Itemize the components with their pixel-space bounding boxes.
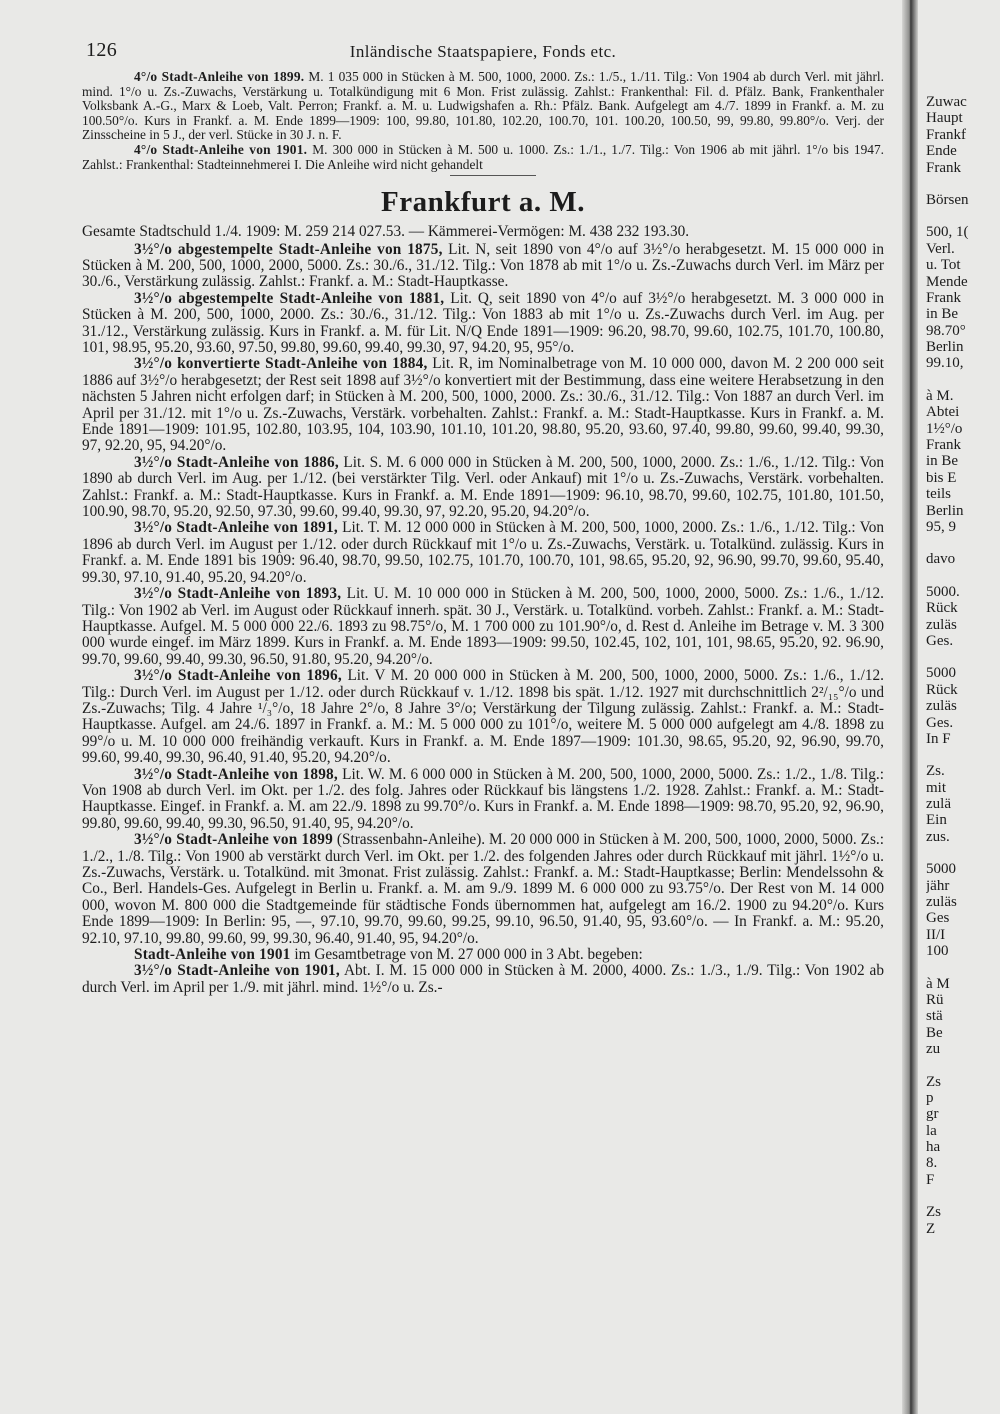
main-column xyxy=(82,40,884,996)
entry-title: 3½°/o Stadt-Anleihe von 1898, xyxy=(134,765,338,783)
facing-page-line: Frank xyxy=(926,437,961,454)
facing-page-line: Frank xyxy=(926,159,961,176)
facing-page-line: 99.10, xyxy=(926,355,964,372)
facing-page-line: Frankf xyxy=(926,126,966,143)
facing-page-line: Zs xyxy=(926,1073,941,1090)
entry-title: 3½°/o Stadt-Anleihe von 1886, xyxy=(134,453,339,471)
facing-page-line: Ges. xyxy=(926,714,954,731)
facing-page-line: Mende xyxy=(926,273,968,290)
facing-page-line xyxy=(926,208,1000,224)
facing-page-line: Be xyxy=(926,1024,943,1041)
facing-page-line xyxy=(926,845,1000,861)
loan-entry xyxy=(82,586,884,668)
facing-page-line: Rück xyxy=(926,681,958,698)
facing-page-line: 8. xyxy=(926,1155,938,1172)
section-heading: Frankfurt a. M. xyxy=(380,186,586,219)
facing-page-fragment xyxy=(926,94,1000,1237)
facing-page-line: 100 xyxy=(926,943,949,960)
section-summary: Gesamte Stadtschuld 1./4. 1909: M. 259 214 027.53. — Kämmerei-Vermögen: M. 438 232 193.30. xyxy=(82,223,690,241)
loan-entry xyxy=(82,767,884,833)
facing-page-line: 1½°/o xyxy=(926,420,963,437)
prev-entry-1901 xyxy=(82,143,884,172)
facing-page-line xyxy=(926,747,1000,763)
entry-title: 3½°/o abgestempelte Stadt-Anleihe von 1881, xyxy=(134,289,445,307)
facing-page-line xyxy=(926,1188,1000,1204)
entry-title: 3½°/o Stadt-Anleihe von 1901, xyxy=(134,962,340,980)
prev-entry-1899 xyxy=(82,70,884,143)
running-title: Inländische Staatspapiere, Fonds etc. xyxy=(349,42,617,61)
section-divider xyxy=(450,175,536,176)
loan-entry xyxy=(82,520,884,586)
facing-page-line: mit xyxy=(926,779,947,796)
entry-title: 3½°/o konvertierte Stadt-Anleihe von 1884, xyxy=(134,355,428,373)
facing-page-line: 500, 1( xyxy=(926,224,969,241)
loan-entry xyxy=(82,832,884,947)
entry-text: Lit. S. M. 6 000 000 in Stücken à M. 200, 500, 1000, 2000. Zs.: 1./6., 1./12. Tilg.: Von 1890 ab durch Verl. im Aug. per 1./12. (bei verstärkter Tilg. Verl. oder Ankauf) mit 1°/o u. Zs.-Zuwachs, Verstärk. vorbehalten. Zahlst.: Frankf. a. M.: Stadt-Hauptkasse. Kurs in Frankf. a. M. Ende 1891—1909: 96.10, 98.70, 99.60, 102.75, 101.80, 101.50, 100.90, 98.70, 95.20, 92.50, 97.30, 99.60, 99.40, 99.30, 97, 92.20, 95.20, 94.20°/o. xyxy=(82,453,884,521)
facing-page-line: teils xyxy=(926,486,951,503)
facing-page-line: Berlin xyxy=(926,502,964,519)
facing-page-line: Ein xyxy=(926,812,947,829)
entry-text: Lit. V M. 20 000 000 in Stücken à M. 200, 500, 1000, 2000, 5000. Zs.: 1./6., 1./12. Tilg.: Durch Verl. im August per 1./12. oder durch Rückkauf v. 1./12. 1898 bis spät. 1./12. 1927 mit durchschnittlich 2²/₁₅°/o und Zs.-Zuwachs; Tilg. 4 Jahre ¹/₃°/o, 18 Jahre 2°/o, 8 Jahre 3°/o; Verstärkung der Tilgung zulässig. Zahlst.: Frankf. a. M.: Stadt-Hauptkasse. Aufgel. am 24./6. 1897 in Frankf. a. M.: M. 5 000 000 zu 101°/o, weitere M. 5 000 000 aufgelegt am 4./8. 1898 zu 99°/o u. M. 10 000 000 freihändig verkauft. Kurs in Frankf. a. M. Ende 1897—1909: 101.30, 98.65, 95.20, 92, 96.90, 99.70, 99.60, 99.40, 99.30, 96.40, 91.40, 95.20, 94.20°/o. xyxy=(82,667,884,767)
facing-page-line: F xyxy=(926,1171,935,1188)
facing-page-line: in Be xyxy=(926,453,959,470)
facing-page-line xyxy=(926,372,1000,388)
facing-page-line xyxy=(926,535,1000,551)
facing-page-line: Berlin xyxy=(926,339,964,356)
facing-page-line: Ges. xyxy=(926,632,954,649)
facing-page-line: Rü xyxy=(926,991,944,1008)
facing-page-line: Börsen xyxy=(926,191,969,208)
facing-page-line xyxy=(926,176,1000,192)
facing-page-line xyxy=(926,960,1000,976)
entry-text: Lit. T. M. 12 000 000 in Stücken à M. 200, 500, 1000, 2000. Zs.: 1./6., 1./12. Tilg.: Von 1896 ab durch Verl. im August per 1./12. oder durch Rückkauf mit 1°/o u. Zs.-Zuwachs, Verstärk. u. Totalkünd. zulässig. Kurs in Frankf. a. M. Ende 1891 bis 1909: 96.40, 98.70, 99.50, 102.75, 101.70, 100.70, 101, 98.65, 95.20, 92, 96.90, 99.70, 99.60, 95.40, 99.30, 97.10, 91.40, 95.20, 94.20°/o. xyxy=(82,519,885,586)
loan-entry xyxy=(82,963,884,996)
facing-page-line: u. Tot xyxy=(926,257,961,274)
facing-page-line: II/I xyxy=(926,926,946,943)
loan-entry xyxy=(82,947,884,963)
facing-page-line: Abtei xyxy=(926,404,960,421)
facing-page-line xyxy=(926,649,1000,665)
entry-title: 3½°/o abgestempelte Stadt-Anleihe von 1875, xyxy=(134,240,443,258)
entry-title: 3½°/o Stadt-Anleihe von 1896, xyxy=(134,667,342,685)
entry-title: 3½°/o Stadt-Anleihe von 1891, xyxy=(134,519,338,537)
facing-page-line: Rück xyxy=(926,600,958,617)
facing-page-line: 98.70° xyxy=(926,322,966,339)
entry-text: Abt. I. M. 15 000 000 in Stücken à M. 2000, 4000. Zs.: 1./3., 1./9. Tilg.: Von 1902 ab durch Verl. im April per 1./9. mit jährl. mind. 1½°/o u. Zs.- xyxy=(82,962,884,996)
page-header xyxy=(82,40,884,70)
entry-text: M. 300 000 in Stücken à M. 500 u. 1000. Zs.: 1./1., 1./7. Tilg.: Von 1906 ab mit jährl. 1°/o bis 1947. Zahlst.: Frankenthal: Stadteinnehmerei I. Die Anleihe wird nicht gehandelt xyxy=(82,141,885,172)
facing-page-line: jähr xyxy=(926,877,950,894)
entry-text: Lit. Q, seit 1890 von 4°/o auf 3½°/o herabgesetzt. M. 3 000 000 in Stücken à M. 200, 500, 1000, 2000. Zs.: 30./6., 31./12. Tilg.: Von 1883 ab mit 1°/o u. Zs.-Zuwachs durch Verl. im Aug. per 31./12., Verstärkung zulässig. Kurs in Frankf. a. M. für Lit. N/Q Ende 1891—1909: 96.20, 98.70, 99.60, 102.75, 101.70, 100.80, 101, 98.95, 95.20, 93.60, 97.50, 99.80, 99.60, 99.40, 99.30, 97, 94.20, 95, 95°/o. xyxy=(82,289,884,356)
facing-page-line: davo xyxy=(926,551,956,568)
facing-page-line: zus. xyxy=(926,828,950,845)
facing-page-line: la xyxy=(926,1122,937,1139)
entry-title: 4°/o Stadt-Anleihe von 1899. xyxy=(134,69,305,84)
facing-page-line: 5000 xyxy=(926,665,956,682)
entry-title: 4°/o Stadt-Anleihe von 1901. xyxy=(134,141,308,157)
facing-page-line: 5000 xyxy=(926,861,956,878)
facing-page-line: à M xyxy=(926,975,950,992)
facing-page-line: Zs xyxy=(926,1204,941,1221)
facing-page-line: in Be xyxy=(926,306,959,323)
book-gutter xyxy=(902,0,918,1414)
facing-page-line: Verl. xyxy=(926,240,955,257)
entry-title: 3½°/o Stadt-Anleihe von 1899 xyxy=(134,831,333,849)
loan-entry xyxy=(82,356,884,454)
facing-page-line: Z xyxy=(926,1220,936,1237)
loan-entries xyxy=(82,242,884,997)
facing-page-line: zu xyxy=(926,1041,941,1058)
entry-text: Lit. N, seit 1890 von 4°/o auf 3½°/o herabgesetzt. M. 15 000 000 in Stücken à M. 200, 500, 1000, 2000, 5000. Zs.: 30./6., 31./12. Tilg.: Von 1878 ab mit 1°/o u. Zs.-Zuwachs durch Verl. im März per 30./6., Verstärkung zulässig. Zahlst.: Frankf. a. M.: Stadt-Hauptkasse. xyxy=(82,240,885,291)
facing-page-line: stä xyxy=(926,1008,943,1025)
loan-entry xyxy=(82,455,884,521)
loan-entry xyxy=(82,291,884,357)
facing-page-line xyxy=(926,1058,1000,1074)
facing-page-line: In F xyxy=(926,730,951,747)
facing-page-line: zuläs xyxy=(926,616,957,633)
entry-text: Lit. U. M. 10 000 000 in Stücken à M. 200, 500, 1000, 2000, 5000. Zs.: 1./6., 1./12. Tilg.: Von 1902 ab Verl. im August oder Rückkauf innerh. spät. 30 J., Verstärk. u. Totalkünd. vorbeh. Zahlst.: Frankf. a. M.: Stadt-Hauptkasse. Aufgel. M. 5 000 000 22./6. 1893 zu 98.75°/o, M. 1 700 000 zu 101.90°/o, d. Rest d. Anleihe im Betrage v. M. 3 300 000 wurde eingef. im März 1899. Kurs in Frankf. a. M. Ende 1893—1909: 99.50, 102.45, 102, 101, 101, 98.65, 95.20, 92. 96.90, 99.70, 99.60, 99.40, 99.30, 96.50, 91.80, 95.20, 94.20°/o. xyxy=(82,585,884,668)
facing-page-line: bis E xyxy=(926,469,957,486)
entry-text: Lit. W. M. 6 000 000 in Stücken à M. 200, 500, 1000, 2000, 5000. Zs.: 1./2., 1./8. Tilg.: Von 1908 ab durch Verl. im Okt. per 1./2. des folg. Jahres oder Rückkauf bis längstens 1./2. 1928. Zahlst.: Frankf. a. M.: Stadt-Hauptkasse. Eingef. in Frankf. a. M. am 22./9. 1898 zu 99.70°/o. Kurs in Frankf. a. M. Ende 1898—1909: 98.70, 95.20, 92, 96.90, 99.80, 99.60, 99.40, 99.30, 96.50, 91.40, 95, 94.20°/o. xyxy=(82,765,885,832)
facing-page-line: zuläs xyxy=(926,698,957,715)
facing-page-line: 5000. xyxy=(926,583,960,600)
facing-page-line: zuläs xyxy=(926,894,957,911)
facing-page-line: zulä xyxy=(926,796,951,813)
facing-page-line: Frank xyxy=(926,289,961,306)
facing-page-line: gr xyxy=(926,1106,939,1123)
entry-text: M. 1 035 000 in Stücken à M. 500, 1000, 2000. Zs.: 1./5., 1./11. Tilg.: Von 1904 ab durch Verl. mit jährl. mind. 1°/o u. Zs.-Zuwachs, Verstärkung u. Totalkündigung mit 6 Mon. Frist zulässig. Zahlst.: Frankenthal: Fil. d. Pfälz. Bank, Frankenthaler Volksbank A.-G., Marx & Loeb, Valt. Perron; Frankf. a. M. u. Ludwigshafen a. Rh.: Pfälz. Bank. Aufgelegt am 4./7. 1899 in Frankf. a. M. zu 100.50°/o. Kurs in Frankf. a. M. Ende 1899—1909: 100, 99.80, 101.80, 102.20, 100.70, 101. 100.20, 100.50, 99, 99.80, 99.80°/o. Verj. der Zinsscheine in 5 J., der verl. Stücke in 30 J. n. F. xyxy=(82,69,884,143)
facing-page-line xyxy=(926,568,1000,584)
loan-entry xyxy=(82,242,884,291)
facing-page-line: Ges xyxy=(926,910,950,927)
entry-text: Lit. R, im Nominalbetrage von M. 10 000 000, davon M. 2 200 000 seit 1886 auf 3½°/o herabgesetzt; der Rest seit 1898 auf 3½°/o konvertiert mit der Bestimmung, dass eine weitere Herabsetzung in den nächsten 5 Jahren nicht erfolgen darf; in Stücken à M. 200, 500, 1000, 2000. Zs.: 30./6., 31./12. Tilg.: Von 1887 an durch Verl. im April per 31./12. mit 1°/o u. Zs.-Zuwachs, Verstärk. vorbehalten. Zahlst.: Frankf. a. M.: Stadt-Hauptkasse. Kurs in Frankf. a. M. Ende 1891—1909: 101.95, 102.80, 103.95, 104, 103.90, 101.10, 101.20, 98.80, 95.20, 93.60, 97.40, 99.80, 99.60, 99.40, 99.30, 97, 92.20, 95, 94.20°/o. xyxy=(82,355,884,455)
facing-page-line: 95, 9 xyxy=(926,518,956,535)
entry-text: im Gesamtbetrage von M. 27 000 000 in 3 Abt. begeben: xyxy=(290,946,643,964)
entry-title: 3½°/o Stadt-Anleihe von 1893, xyxy=(134,585,342,603)
loan-entry xyxy=(82,668,884,766)
entry-title: Stadt-Anleihe von 1901 xyxy=(134,946,291,964)
facing-page-line: Ende xyxy=(926,143,957,160)
entry-text: (Strassenbahn-Anleihe). M. 20 000 000 in Stücken à M. 200, 500, 1000, 2000, 5000. Zs.: 1./2., 1./8. Tilg.: Von 1900 ab verstärkt durch Verl. im Okt. per 1./2. des folgenden Jahres oder durch Rückkauf mit jährl. 1½°/o u. Zs.-Zuwachs, Verstärk. u. Totalkünd. mit 3monat. Frist zulässig. Zahlst.: Frankf. a. M.: Stadt-Hauptkasse; Berlin: Mendelssohn & Co., Berl. Handels-Ges. Aufgelegt in Berlin u. Frankf. a. M. am 9./9. 1899 M. 6 000 000 zu 93.75°/o. Der Rest von M. 14 000 000, wovon M. 800 000 die Stadtgemeinde für städtische Fonds übernommen hat, aufgelegt am 16./2. 1900 zu 94.20°/o. Kurs Ende 1899—1909: In Berlin: 95, —, 97.10, 99.70, 99.60, 99.25, 99.10, 96.50, 91.40, 95, 93.60°/o. — In Frankf. a. M.: 95.20, 92.10, 97.10, 99.80, 99.60, 99, 99.30, 96.40, 91.40, 95, 94.20°/o. xyxy=(82,831,884,947)
page-number: 126 xyxy=(86,39,118,61)
facing-page-line: ha xyxy=(926,1139,941,1156)
facing-page-line: p xyxy=(926,1089,934,1106)
facing-page-line: Zs. xyxy=(926,763,945,780)
facing-page-line: à M. xyxy=(926,387,954,404)
facing-page-line: Zuwac xyxy=(926,94,967,110)
facing-page-line: Haupt xyxy=(926,110,963,127)
